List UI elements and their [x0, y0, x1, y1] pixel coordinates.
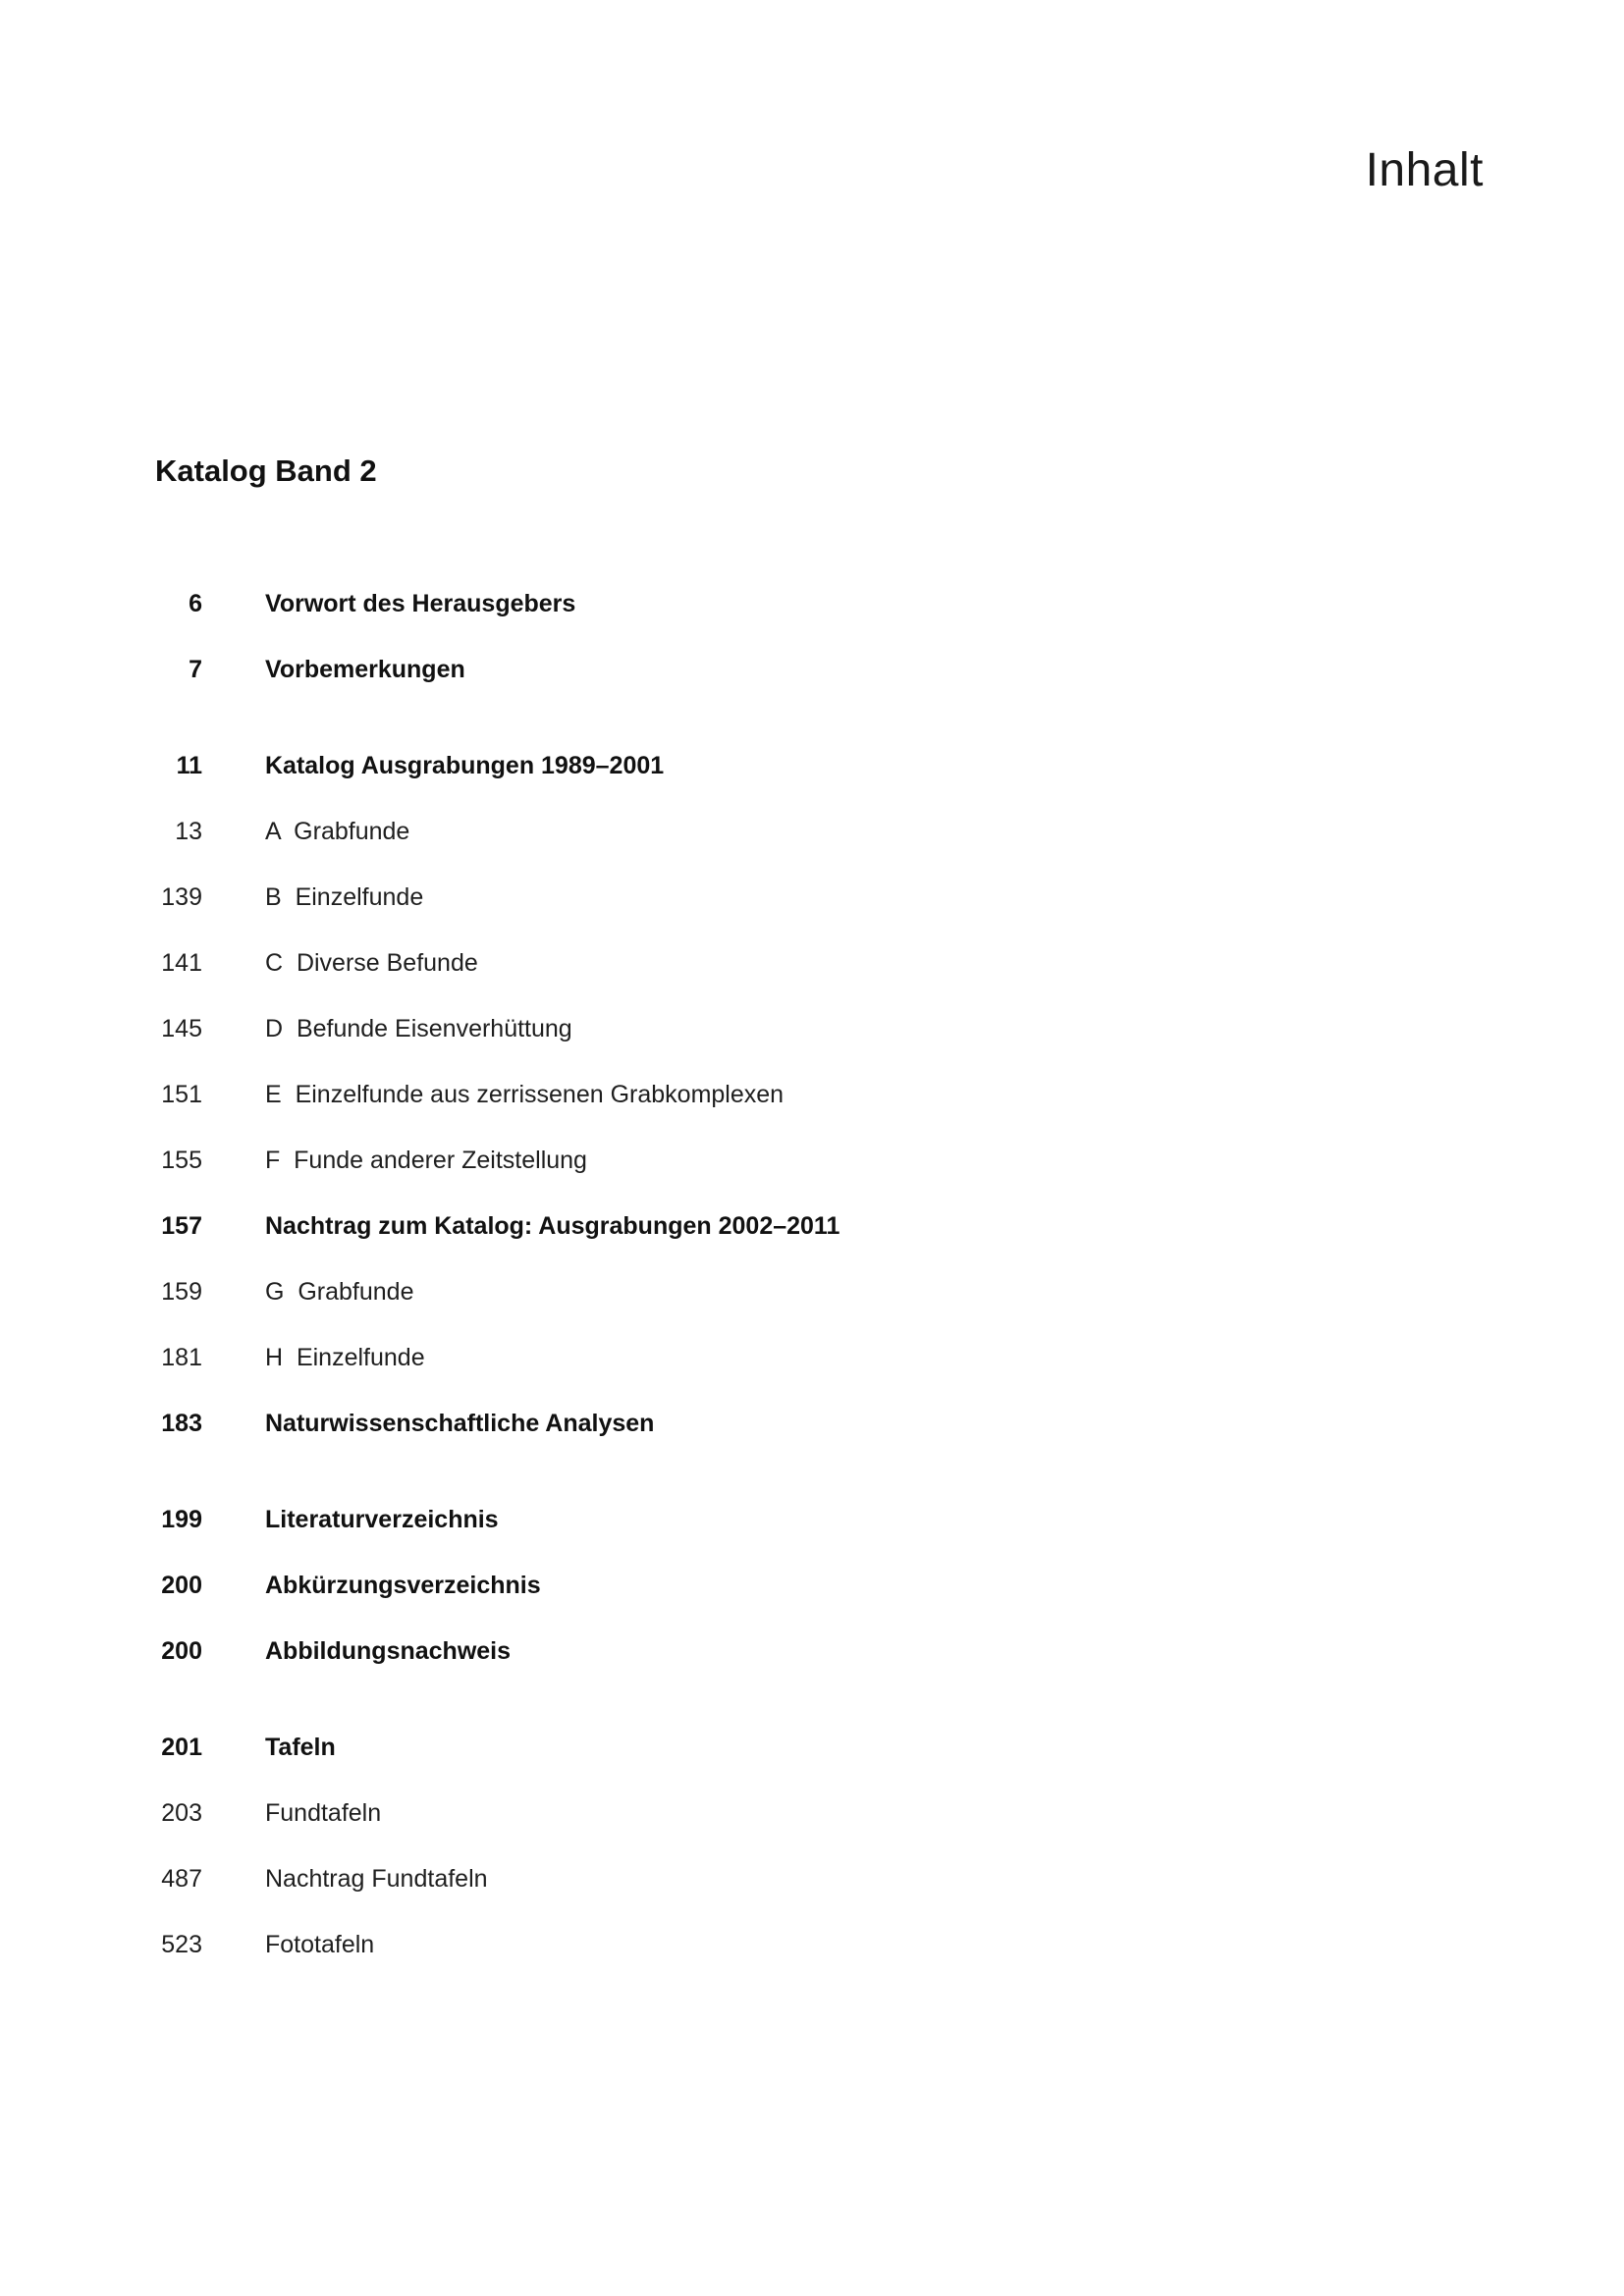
toc-entry-label: Vorbemerkungen: [265, 656, 465, 683]
toc-page-number: 183: [161, 1410, 202, 1437]
toc-entry-label: E Einzelfunde aus zerrissenen Grabkomplexen: [265, 1081, 785, 1108]
toc-page-number: 13: [175, 818, 202, 845]
toc-entry-label: A Grabfunde: [265, 818, 410, 845]
toc-entry-label: Abbildungsnachweis: [265, 1637, 512, 1665]
toc-page-number: 200: [161, 1637, 202, 1665]
toc-page-number: 201: [161, 1734, 202, 1761]
toc-entry: [155, 1014, 1526, 1044]
toc-page-number: 159: [161, 1278, 202, 1306]
toc-entry: [155, 1636, 1526, 1667]
toc-page-number: 145: [161, 1015, 202, 1042]
toc-entry-label: Vorwort des Herausgebers: [265, 590, 576, 617]
toc-entry-label: D Befunde Eisenverhüttung: [265, 1015, 572, 1042]
toc-page-number: 139: [161, 883, 202, 911]
toc-entry-label: Abkürzungsverzeichnis: [265, 1572, 541, 1599]
toc-page-number: 6: [189, 590, 202, 617]
toc-entry-label: Literaturverzeichnis: [265, 1506, 499, 1533]
toc-entry-label: B Einzelfunde: [265, 883, 424, 911]
toc-entry: [155, 1798, 1526, 1829]
toc-page-number: 157: [161, 1212, 202, 1240]
toc-entry: [155, 1343, 1526, 1373]
toc-entry: [155, 751, 1526, 781]
toc-entry: [155, 655, 1526, 685]
toc-page-number: 141: [161, 949, 202, 977]
toc-entry: [155, 948, 1526, 979]
toc-entry-label: C Diverse Befunde: [265, 949, 478, 977]
toc-entry-label: Naturwissenschaftliche Analysen: [265, 1410, 655, 1437]
toc-page-number: 523: [161, 1931, 202, 1958]
toc-entry-label: Fototafeln: [265, 1931, 375, 1958]
toc-entry-label: Fundtafeln: [265, 1799, 382, 1827]
toc-entry-label: H Einzelfunde: [265, 1344, 425, 1371]
toc-page-number: 155: [161, 1147, 202, 1174]
toc-page-number: 487: [161, 1865, 202, 1893]
toc-entry: [155, 1930, 1526, 1960]
toc-page-number: 200: [161, 1572, 202, 1599]
toc-entry: [155, 1277, 1526, 1308]
toc-entry: [155, 882, 1526, 913]
toc-entry-label: Nachtrag zum Katalog: Ausgrabungen 2002–2011: [265, 1212, 840, 1240]
toc-entry: [155, 817, 1526, 847]
toc-page-number: 7: [189, 656, 202, 683]
toc-entry-label: F Funde anderer Zeitstellung: [265, 1147, 587, 1174]
toc-entry: [155, 1864, 1526, 1895]
toc-entry: [155, 1733, 1526, 1763]
toc-entry: [155, 1571, 1526, 1601]
toc-page-number: 203: [161, 1799, 202, 1827]
page-title: Inhalt: [1365, 144, 1484, 196]
section-heading: Katalog Band 2: [155, 454, 377, 488]
toc-entry-label: Tafeln: [265, 1734, 336, 1761]
toc-page-number: 11: [176, 752, 202, 779]
toc-entry: [155, 589, 1526, 619]
toc-entry: [155, 1146, 1526, 1176]
toc-list: [155, 589, 1526, 1996]
toc-entry-label: Katalog Ausgrabungen 1989–2001: [265, 752, 665, 779]
toc-page-number: 151: [161, 1081, 202, 1108]
toc-entry: [155, 1080, 1526, 1110]
toc-entry: [155, 1211, 1526, 1242]
toc-entry: [155, 1409, 1526, 1439]
toc-page-number: 199: [161, 1506, 202, 1533]
toc-entry-label: G Grabfunde: [265, 1278, 414, 1306]
toc-entry: [155, 1505, 1526, 1535]
toc-entry-label: Nachtrag Fundtafeln: [265, 1865, 488, 1893]
toc-page-number: 181: [161, 1344, 202, 1371]
